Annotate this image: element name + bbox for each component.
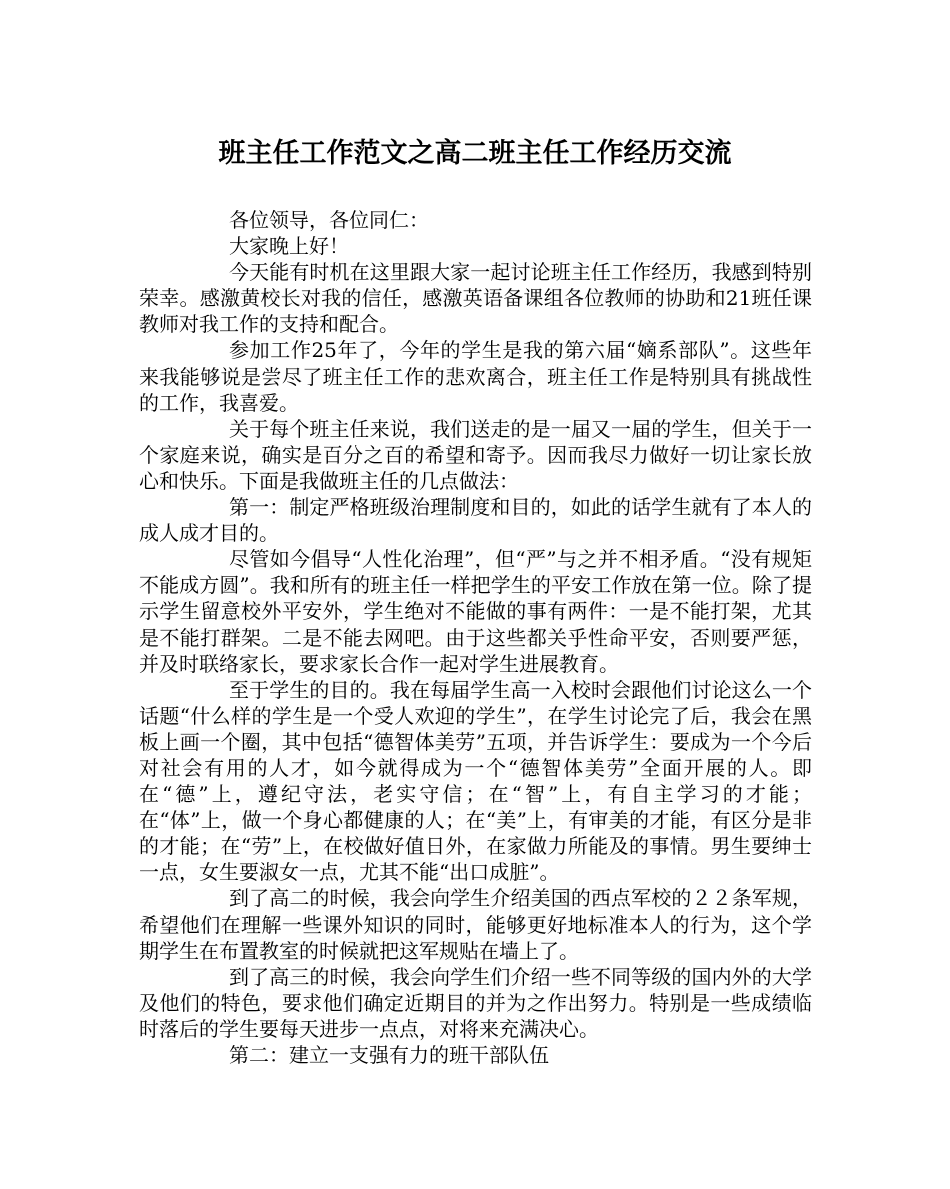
paragraph-intro: 今天能有时机在这里跟大家一起讨论班主任工作经历，我感到特别荣幸。感激黄校长对我的信任，感激英语备课组各位教师的协助和21班任课教师对我工作的支持和配合。 (139, 260, 812, 337)
document-title: 班主任工作范文之高二班主任工作经历交流 (218, 138, 732, 169)
document-body (139, 207, 812, 1068)
paragraph-grade-three: 到了高三的时候，我会向学生们介绍一些不同等级的国内外的大学及他们的特色，要求他们确定近期目的并为之作出努力。特别是一些成绩临时落后的学生要每天进步一点点，对将来充满决心。 (139, 964, 812, 1041)
paragraph-experience: 参加工作25年了，今年的学生是我的第六届“嫡系部队”。这些年来我能够说是尝尽了班主任工作的悲欢离合，班主任工作是特别具有挑战性的工作，我喜爱。 (139, 338, 812, 415)
paragraph-student-goals: 至于学生的目的。我在每届学生高一入校时会跟他们讨论这么一个话题“什么样的学生是一个受人欢迎的学生”，在学生讨论完了后，我会在黑板上画一个圈，其中包括“德智体美劳”五项，并告诉学生：要成为一个今后对社会有用的人才，如今就得成为一个“德智体美劳”全面开展的人。即在“德”上，遵纪守法，老实守信；在“智”上，有自主学习的才能；在“体”上，做一个身心都健康的人；在“美”上，有审美的才能，有区分是非的才能；在“劳”上，在校做好值日外，在家做力所能及的事情。男生要绅士一点，女生要淑女一点，尤其不能“出口成脏”。 (139, 677, 812, 885)
section-heading-second: 第二：建立一支强有力的班干部队伍 (229, 1043, 549, 1067)
greeting: 大家晚上好！ (229, 234, 349, 259)
section-heading-first: 第一：制定严格班级治理制度和目的，如此的话学生就有了本人的成人成才目的。 (139, 495, 812, 546)
salutation: 各位领导，各位同仁： (229, 208, 429, 232)
paragraph-strict-management: 尽管如今倡导“人性化治理”，但“严”与之并不相矛盾。“没有规矩不能成方圆”。我和所有的班主任一样把学生的平安工作放在第一位。除了提示学生留意校外平安外，学生绝对不能做的事有两件：一是不能打架，尤其是不能打群架。二是不能去网吧。由于这些都关乎性命平安，否则要严惩，并及时联络家长，要求家长合作一起对学生进展教育。 (139, 547, 812, 676)
paragraph-grade-two: 到了高二的时候，我会向学生介绍美国的西点军校的２２条军规，希望他们在理解一些课外知识的同时，能够更好地标准本人的行为，这个学期学生在布置教室的时候就把这军规贴在墙上了。 (139, 886, 812, 963)
paragraph-family-hope: 关于每个班主任来说，我们送走的是一届又一届的学生，但关于一个家庭来说，确实是百分之百的希望和寄予。因而我尽力做好一切让家长放心和快乐。下面是我做班主任的几点做法： (139, 416, 812, 493)
